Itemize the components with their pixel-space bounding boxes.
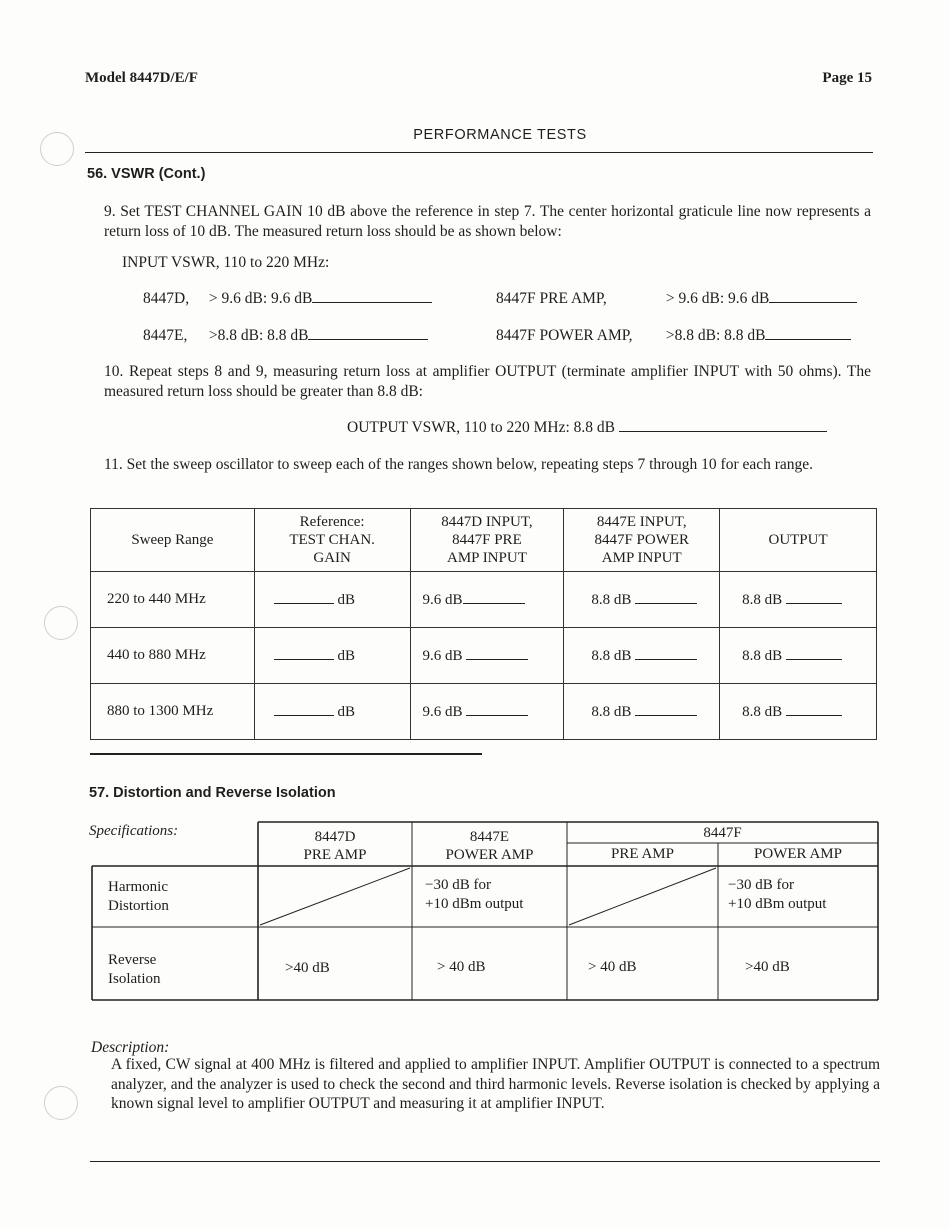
entry-blank: [769, 289, 857, 303]
row-ref-unit: dB: [337, 704, 355, 720]
entry-model: 8447F POWER AMP,: [496, 327, 633, 344]
sweep-range-table: [90, 508, 877, 740]
header-8447e-input: 8447E INPUT, 8447F POWER AMP INPUT: [564, 509, 720, 572]
specifications-label: Specifications:: [89, 823, 179, 839]
spec-col-8447f-pre: PRE AMP: [611, 846, 674, 862]
entry-blank: [274, 590, 334, 604]
page-title: PERFORMANCE TESTS: [413, 127, 587, 143]
entry-blank: [786, 702, 842, 716]
row-e-input: [564, 628, 720, 684]
table-row: [91, 572, 877, 628]
row-reference: [254, 628, 410, 684]
row-reference: [254, 684, 410, 740]
row-d-input: [410, 572, 564, 628]
spec-reverse-8447e: > 40 dB: [437, 959, 486, 975]
row-d-value: 9.6 dB: [422, 648, 463, 664]
row-e-input: [564, 572, 720, 628]
row-d-value: 9.6 dB: [422, 592, 463, 608]
model-header: Model 8447D/E/F: [85, 70, 198, 86]
entry-spec: > 9.6 dB:: [665, 290, 725, 307]
header-sweep-range: Sweep Range: [91, 509, 255, 572]
entry-blank: [466, 646, 528, 660]
description-text: A fixed, CW signal at 400 MHz is filtered and applied to amplifier INPUT. Amplifier OUTPUT is connected to a spectrum analyzer, and the analyzer is used to check the second and third harmonic levels. Reverse isolation is checked by applying a known signal level to amplifier OUTPUT and measuring it at amplifier INPUT.: [111, 1056, 880, 1112]
output-vswr-label: OUTPUT VSWR, 110 to 220 MHz: 8.8 dB: [347, 419, 615, 436]
entry-value: 8.8 dB: [267, 327, 309, 344]
row-output: [720, 684, 877, 740]
table-row: [91, 684, 877, 740]
spec-col-8447d: 8447D PRE AMP: [303, 829, 367, 863]
entry-spec: > 9.6 dB:: [208, 290, 268, 307]
entry-blank: [635, 702, 697, 716]
table-row: [91, 628, 877, 684]
spec-col-8447f: 8447F: [703, 825, 742, 841]
header-output: OUTPUT: [720, 509, 877, 572]
step-11-text: 11. Set the sweep oscillator to sweep each of the ranges shown below, repeating steps 7 through 10 for each range.: [104, 456, 814, 473]
description-label: Description:: [91, 1039, 170, 1056]
vswr-entry-8447f-power: [496, 326, 851, 345]
section-divider: [90, 753, 482, 755]
input-vswr-label: INPUT VSWR, 110 to 220 MHz:: [122, 254, 330, 271]
row-d-value: 9.6 dB: [422, 704, 463, 720]
row-output-value: 8.8 dB: [742, 648, 783, 664]
row-range: 220 to 440 MHz: [91, 572, 255, 628]
binder-hole: [44, 1086, 78, 1120]
section-57-heading: 57. Distortion and Reverse Isolation: [89, 785, 336, 801]
entry-blank: [463, 590, 525, 604]
entry-value: 8.8 dB: [724, 327, 766, 344]
spec-reverse-8447f-power: >40 dB: [745, 959, 790, 975]
spec-row-reverse-label: Reverse Isolation: [108, 952, 161, 987]
page-number: Page 15: [822, 70, 872, 86]
spec-row-harmonic-label: Harmonic Distortion: [108, 879, 169, 914]
header-reference: Reference: TEST CHAN. GAIN: [254, 509, 410, 572]
entry-blank: [765, 326, 851, 340]
entry-model: 8447F PRE AMP,: [496, 290, 607, 307]
entry-blank: [619, 418, 827, 432]
entry-blank: [466, 702, 528, 716]
section-56-heading: 56. VSWR (Cont.): [87, 166, 206, 182]
entry-blank: [274, 702, 334, 716]
entry-value: 9.6 dB: [271, 290, 313, 307]
entry-blank: [635, 590, 697, 604]
vswr-entry-8447f-pre: [496, 289, 857, 308]
row-e-value: 8.8 dB: [591, 648, 632, 664]
spec-col-8447f-power: POWER AMP: [754, 846, 842, 862]
step-10-text: 10. Repeat steps 8 and 9, measuring return loss at amplifier OUTPUT (terminate amplifier INPUT with 50 ohms). The measured return loss should be greater than 8.8 dB:: [104, 363, 871, 400]
binder-hole: [44, 606, 78, 640]
table-header-row: [91, 509, 877, 572]
entry-blank: [635, 646, 697, 660]
title-rule: [85, 152, 873, 153]
row-range: 880 to 1300 MHz: [91, 684, 255, 740]
spec-harmonic-8447f-power: −30 dB for +10 dBm output: [728, 877, 827, 912]
vswr-entry-8447d: [143, 289, 432, 308]
header-8447d-input: 8447D INPUT, 8447F PRE AMP INPUT: [410, 509, 564, 572]
entry-value: 9.6 dB: [728, 290, 770, 307]
entry-spec: >8.8 dB:: [665, 327, 721, 344]
bottom-rule: [90, 1161, 880, 1162]
row-ref-unit: dB: [337, 592, 355, 608]
spec-col-8447e: 8447E POWER AMP: [445, 829, 534, 863]
entry-blank: [274, 646, 334, 660]
row-e-value: 8.8 dB: [591, 704, 632, 720]
row-ref-unit: dB: [337, 648, 355, 664]
vswr-entry-8447e: [143, 326, 428, 345]
entry-blank: [786, 646, 842, 660]
row-output-value: 8.8 dB: [742, 704, 783, 720]
entry-blank: [786, 590, 842, 604]
entry-model: 8447E,: [143, 327, 188, 344]
output-vswr-entry: [347, 418, 827, 437]
spec-reverse-8447d: >40 dB: [285, 960, 330, 976]
entry-blank: [308, 326, 428, 340]
row-output: [720, 628, 877, 684]
spec-reverse-8447f-pre: > 40 dB: [588, 959, 637, 975]
row-d-input: [410, 628, 564, 684]
row-range: 440 to 880 MHz: [91, 628, 255, 684]
step-9-text: 9. Set TEST CHANNEL GAIN 10 dB above the reference in step 7. The center horizontal graticule line now represents a return loss of 10 dB. The measured return loss should be as shown below:: [104, 203, 871, 240]
row-reference: [254, 572, 410, 628]
spec-harmonic-8447e: −30 dB for +10 dBm output: [425, 877, 524, 912]
row-e-input: [564, 684, 720, 740]
entry-model: 8447D,: [143, 290, 190, 307]
row-d-input: [410, 684, 564, 740]
entry-spec: >8.8 dB:: [208, 327, 264, 344]
row-output-value: 8.8 dB: [742, 592, 783, 608]
entry-blank: [312, 289, 432, 303]
row-output: [720, 572, 877, 628]
row-e-value: 8.8 dB: [591, 592, 632, 608]
